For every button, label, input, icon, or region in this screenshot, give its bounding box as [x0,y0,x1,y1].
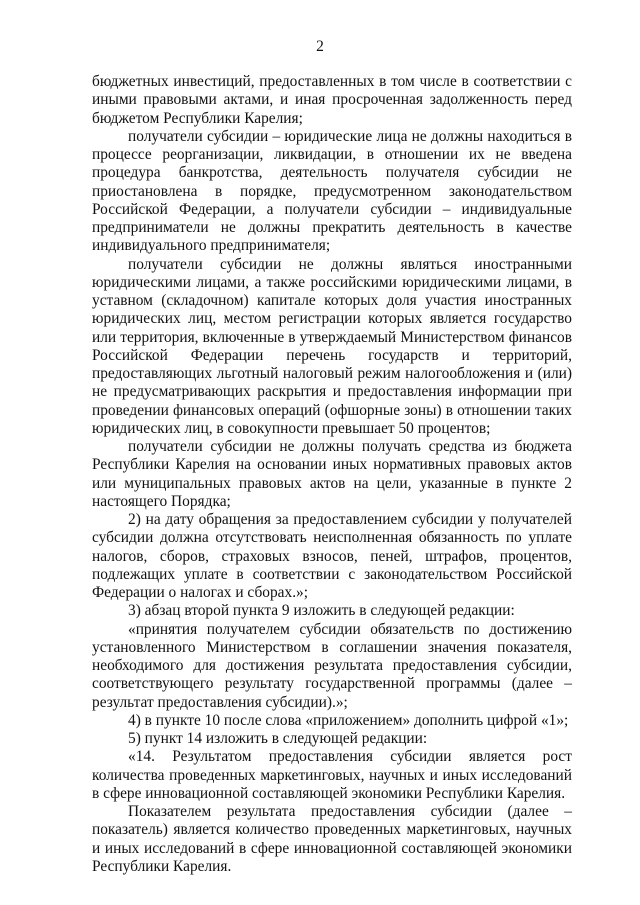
paragraph-7: «принятия получателем субсидии обязательств по достижению установленного Министерством в соглашении значения показателя, необходимого для достижения результата предоставления субсидии, соответствующего результату государственной программы (далее – результат предоставления субсидии).»; [92,620,572,711]
paragraph-4: получатели субсидии не должны получать средства из бюджета Республики Карелия на основании иных нормативных правовых актов или муниципальных правовых актов на цели, указанные в пункте 2 настоящего Порядка; [92,438,572,510]
paragraph-10: «14. Результатом предоставления субсидии является рост количества проведенных маркетинговых, научных и иных исследований в сфере инновационной составляющей экономики Республики Карелия. [92,748,572,802]
paragraph-6: 3) абзац второй пункта 9 изложить в следующей редакции: [128,602,515,620]
document-body [92,73,572,876]
paragraph-9: 5) пункт 14 изложить в следующей редакции: [128,730,428,747]
page-number: 2 [316,38,324,55]
paragraph-11: Показателем результата предоставления субсидии (далее – показатель) является количество проведенных маркетинговых, научных и иных исследований в сфере инновационной составляющей экономики Республики Карелия. [92,803,572,875]
paragraph-3: получатели субсидии не должны являться иностранными юридическими лицами, а также российскими юридическими лицами, в уставном (складочном) капитале которых доля участия иностранных юридических лиц, местом регистрации которых является государство или территория, включенные в утверждаемый Министерством финансов Российской Федерации перечень государств и территорий, предоставляющих льготный налоговый режим налогообложения и (или) не предусматривающих раскрытия и предоставления информации при проведении финансовых операций (офшорные зоны) в отношении таких юридических лиц, в совокупности превышает 50 процентов; [92,255,572,437]
paragraph-1: бюджетных инвестиций, предоставленных в том числе в соответствии с иными правовыми актами, и иная просроченная задолженность перед бюджетом Республики Карелия; [92,73,572,127]
paragraph-5: 2) на дату обращения за предоставлением субсидии у получателей субсидии должна отсутствовать неисполненная обязанность по уплате налогов, сборов, страховых взносов, пеней, штрафов, процентов, подлежащих уплате в соответствии с законодательством Российской Федерации о налогах и сборах.»; [92,511,572,601]
paragraph-2: получатели субсидии – юридические лица не должны находиться в процессе реорганизации, ликвидации, в отношении их не введена процедура банкротства, деятельность получателя субсидии не приостановлена в порядке, предусмотренном законодательством Российской Федерации, а получатели субсидии – индивидуальные предприниматели не должны прекратить деятельность в качестве индивидуального предпринимателя; [92,127,572,255]
paragraph-8: 4) в пункте 10 после слова «приложением» дополнить цифрой «1»; [128,711,569,729]
